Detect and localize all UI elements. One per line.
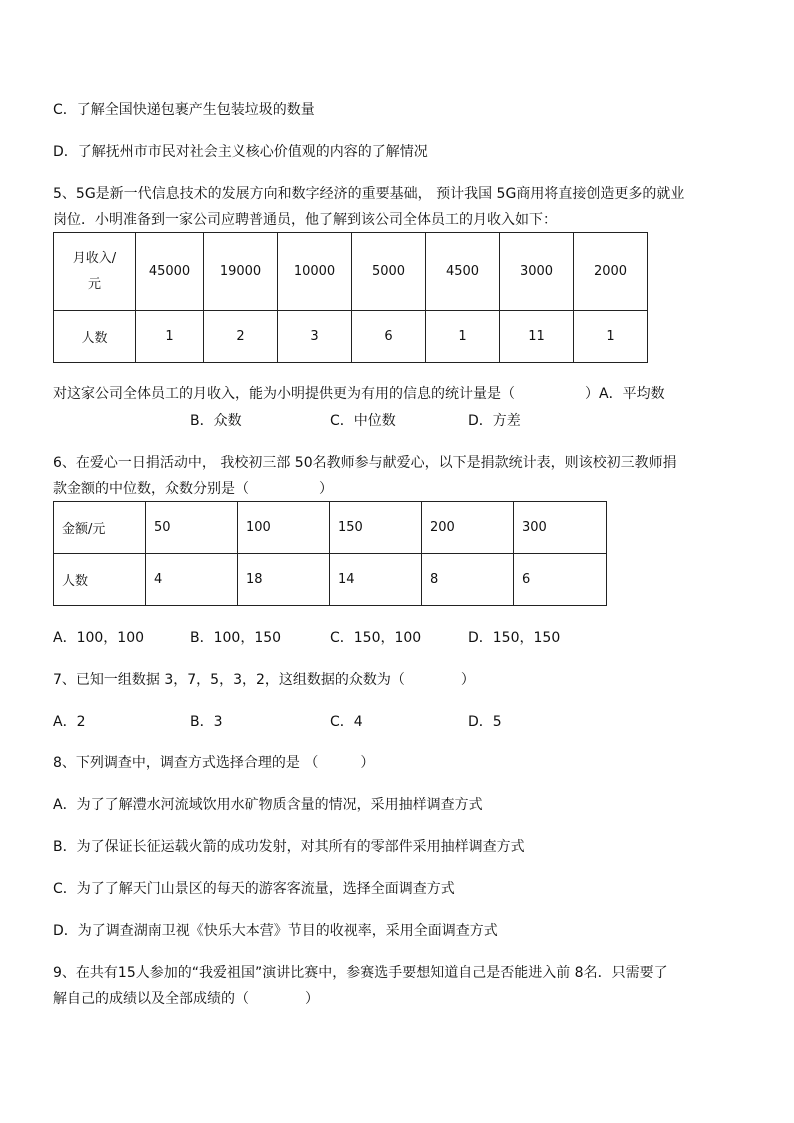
table-header-cell xyxy=(54,233,136,311)
question-5-option-d: D．方差 xyxy=(468,413,521,429)
question-5-line-2: 岗位．小明准备到一家公司应聘普通员，他了解到该公司全体员工的月收入如下： xyxy=(53,212,557,228)
question-6-option-d: D．150，150 xyxy=(468,630,561,646)
table-cell: 10000 xyxy=(278,233,352,311)
table-cell: 4 xyxy=(146,554,238,606)
header-label-line-2: 元 xyxy=(87,276,101,292)
table-cell: 19000 xyxy=(204,233,278,311)
question-9-line-1: 9、在共有15人参加的“我爱祖国”演讲比赛中，参赛选手要想知道自己是否能进入前 8名．只需要了 xyxy=(53,965,668,981)
table-header-cell: 金额/元 xyxy=(54,502,146,554)
table-cell: 100 xyxy=(238,502,330,554)
table-cell: 11 xyxy=(500,311,574,363)
question-7-option-c: C．4 xyxy=(330,714,363,730)
question-7-option-a: A．2 xyxy=(53,714,86,730)
question-7: 7、已知一组数据 3，7，5，3，2，这组数据的众数为（ ） xyxy=(53,672,475,688)
question-8-option-d: D．为了调查湖南卫视《快乐大本营》节目的收视率，采用全面调查方式 xyxy=(53,923,498,939)
donation-table xyxy=(53,501,607,606)
table-cell: 1 xyxy=(136,311,204,363)
question-8-option-c: C．为了了解天门山景区的每天的游客客流量，选择全面调查方式 xyxy=(53,881,455,897)
header-label-line-1: 月收入/ xyxy=(72,250,117,266)
question-6-line-1: 6、在爱心一日捐活动中， 我校初三部 50名教师参与献爱心，以下是捐款统计表，则该校初三教师捐 xyxy=(53,455,677,471)
table-cell: 1 xyxy=(426,311,500,363)
table-row xyxy=(54,554,607,606)
question-8-option-a: A．为了了解澧水河流域饮用水矿物质含量的情况，采用抽样调查方式 xyxy=(53,797,483,813)
table-cell: 6 xyxy=(352,311,426,363)
table-cell: 5000 xyxy=(352,233,426,311)
table-cell: 14 xyxy=(330,554,422,606)
question-7-option-d: D．5 xyxy=(468,714,502,730)
table-cell: 1 xyxy=(574,311,648,363)
table-cell: 200 xyxy=(422,502,514,554)
table-cell: 150 xyxy=(330,502,422,554)
income-table xyxy=(53,232,648,363)
table-row xyxy=(54,233,648,311)
table-cell: 300 xyxy=(514,502,607,554)
question-8-option-b: B．为了保证长征运载火箭的成功发射，对其所有的零部件采用抽样调查方式 xyxy=(53,839,525,855)
table-cell: 8 xyxy=(422,554,514,606)
question-7-option-b: B．3 xyxy=(190,714,223,730)
table-cell: 45000 xyxy=(136,233,204,311)
table-row xyxy=(54,502,607,554)
question-4-option-d: D．了解抚州市市民对社会主义核心价值观的内容的了解情况 xyxy=(53,144,428,160)
table-cell: 50 xyxy=(146,502,238,554)
question-4-option-c: C．了解全国快递包裹产生包装垃圾的数量 xyxy=(53,102,315,118)
question-5-option-b: B．众数 xyxy=(190,413,242,429)
table-cell: 2 xyxy=(204,311,278,363)
question-9-line-2: 解自己的成绩以及全部成绩的（ ） xyxy=(53,991,319,1007)
question-6-option-a: A．100，100 xyxy=(53,630,145,646)
table-cell: 3 xyxy=(278,311,352,363)
question-5-option-c: C．中位数 xyxy=(330,413,396,429)
table-row xyxy=(54,311,648,363)
table-header-cell: 人数 xyxy=(54,554,146,606)
table-cell: 2000 xyxy=(574,233,648,311)
question-5-line-1: 5、5G是新一代信息技术的发展方向和数字经济的重要基础， 预计我国 5G商用将直接创造更多的就业 xyxy=(53,186,685,202)
table-cell: 18 xyxy=(238,554,330,606)
table-cell: 4500 xyxy=(426,233,500,311)
table-cell: 3000 xyxy=(500,233,574,311)
table-header-cell: 人数 xyxy=(54,311,136,363)
question-6-option-c: C．150，100 xyxy=(330,630,422,646)
table-cell: 6 xyxy=(514,554,607,606)
question-8: 8、下列调查中，调查方式选择合理的是 （ ） xyxy=(53,755,375,771)
question-6-option-b: B．100，150 xyxy=(190,630,282,646)
question-5-prompt: 对这家公司全体员工的月收入，能为小明提供更为有用的信息的统计量是（ ）A．平均数 xyxy=(53,386,665,402)
question-6-line-2: 款金额的中位数，众数分别是（ ） xyxy=(53,481,333,497)
